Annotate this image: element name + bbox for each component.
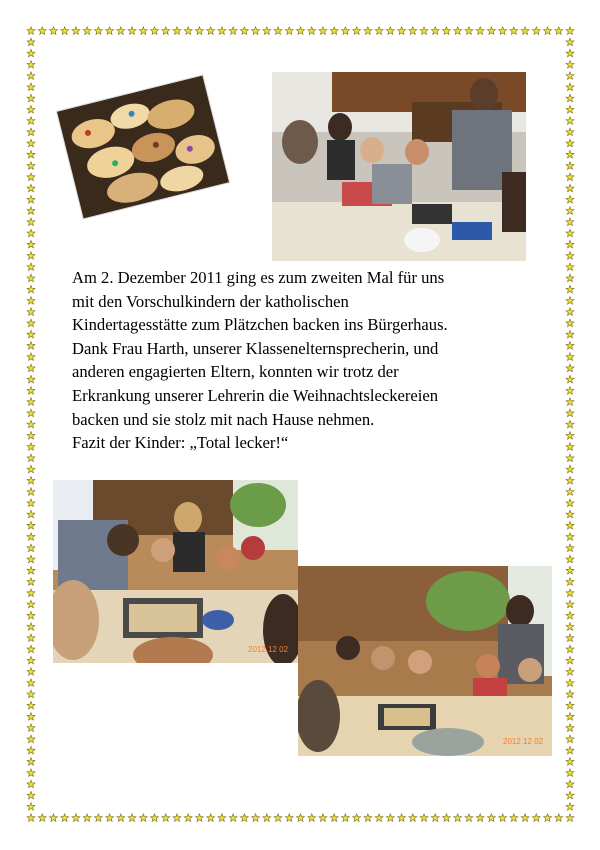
article-line: Dank Frau Harth, unserer Klassenelternsprecherin, und bbox=[72, 338, 439, 358]
article-line: Erkrankung unserer Lehrerin die Weihnachtsleckereien bbox=[72, 385, 439, 405]
article-line: backen und sie stolz mit nach Hause nehmen. bbox=[72, 409, 375, 429]
article-line: Am 2. Dezember 2011 ging es zum zweiten Mal für uns bbox=[72, 268, 445, 287]
article-line: mit den Vorschulkindern der katholischen bbox=[72, 291, 349, 311]
article-line: Fazit der Kinder: „Total lecker!“ bbox=[72, 433, 289, 453]
article-line: anderen engagierten Eltern, konnten wir trotz der bbox=[72, 362, 399, 382]
baking-photo-bottom-right bbox=[298, 566, 552, 756]
baking-photo-top-right bbox=[272, 72, 526, 261]
photo-date-stamp: 2012 12 02 bbox=[248, 645, 289, 654]
photo-date-stamp: 2012 12 02 bbox=[503, 737, 544, 746]
baking-photo-bottom-left bbox=[53, 480, 298, 663]
article-text bbox=[72, 266, 542, 455]
article-line: Kindertagesstätte zum Plätzchen backen ins Bürgerhaus. bbox=[72, 315, 448, 335]
